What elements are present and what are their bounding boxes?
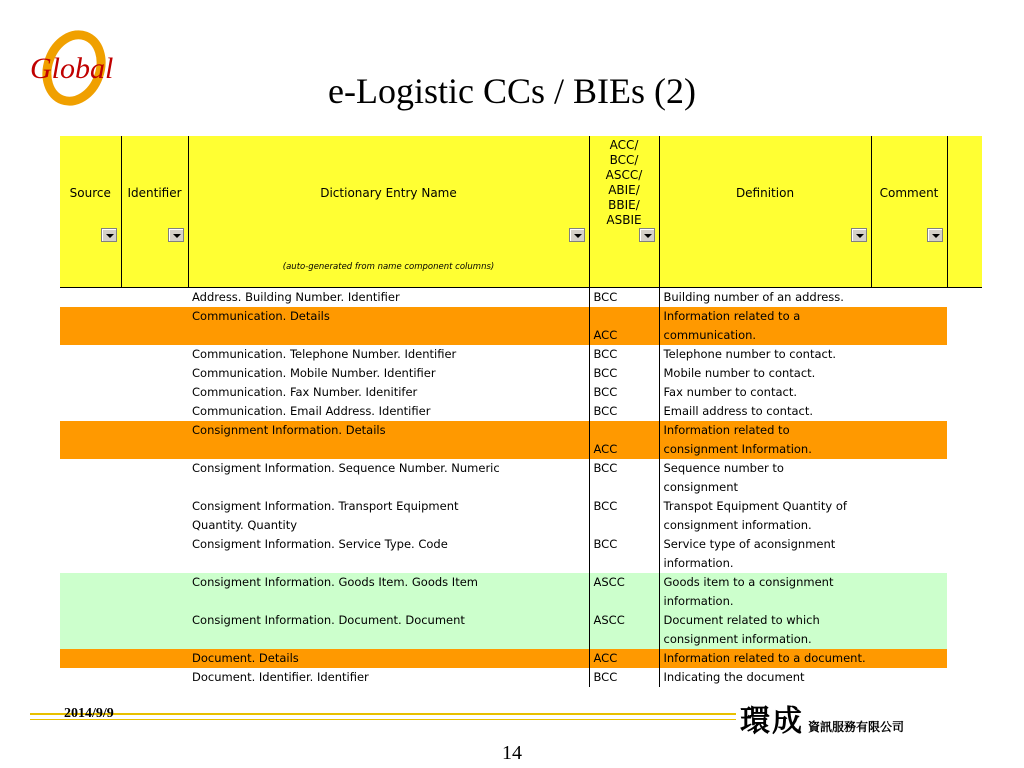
- cell-source[interactable]: [60, 364, 121, 383]
- type-text: ASCC: [593, 613, 625, 627]
- cell-source[interactable]: [60, 383, 121, 402]
- cell-definition[interactable]: [659, 668, 871, 687]
- cell-source[interactable]: [60, 649, 121, 668]
- cell-identifier[interactable]: [121, 497, 188, 535]
- table-row: [60, 611, 982, 649]
- cell-source[interactable]: [60, 459, 121, 497]
- den-text: Consigment Information. Goods Item. Goods Item: [192, 575, 478, 589]
- cell-type[interactable]: [589, 364, 659, 383]
- header-comment: Comment: [871, 136, 947, 288]
- filter-dropdown-den[interactable]: [569, 228, 585, 242]
- definition-text: Goods item to a consignment: [663, 575, 834, 589]
- cell-source[interactable]: [60, 421, 121, 459]
- cell-hatched: [947, 649, 982, 668]
- definition-text: Information related to a document.: [663, 651, 866, 665]
- cell-comment[interactable]: [871, 364, 947, 383]
- page-number: 14: [502, 742, 522, 764]
- cell-source[interactable]: [60, 402, 121, 421]
- definition-text: Information related to a: [663, 309, 801, 323]
- cell-identifier[interactable]: [121, 459, 188, 497]
- den-text-2: Quantity. Quantity: [192, 518, 298, 532]
- cell-hatched: [947, 535, 982, 573]
- cell-type[interactable]: [589, 459, 659, 497]
- den-text: Consigment Information. Document. Document: [192, 613, 465, 627]
- table-row: [60, 383, 982, 402]
- cell-type[interactable]: [589, 611, 659, 649]
- definition-text: Indicating the document: [663, 670, 805, 684]
- table-row: [60, 497, 982, 535]
- header-definition: Definition: [659, 136, 871, 288]
- filter-dropdown-identifier[interactable]: [168, 228, 184, 242]
- filter-dropdown-definition[interactable]: [851, 228, 867, 242]
- den-text: Consigment Information. Transport Equipment: [192, 499, 459, 513]
- definition-text-2: consignment Information.: [663, 442, 812, 456]
- cell-hatched: [947, 345, 982, 364]
- definition-text: Telephone number to contact.: [663, 347, 836, 361]
- spreadsheet: [60, 136, 982, 690]
- cell-identifier[interactable]: [121, 573, 188, 611]
- type-text: BCC: [593, 347, 618, 361]
- cell-hatched: [947, 307, 982, 345]
- cell-comment[interactable]: [871, 345, 947, 364]
- table-row: [60, 345, 982, 364]
- cell-type[interactable]: [589, 535, 659, 573]
- definition-text: Fax number to contact.: [663, 385, 797, 399]
- type-text: ASCC: [593, 575, 625, 589]
- type-text: BCC: [593, 499, 618, 513]
- cell-hatched: [947, 402, 982, 421]
- cell-den[interactable]: [188, 307, 589, 345]
- cell-den[interactable]: [188, 573, 589, 611]
- cell-source[interactable]: [60, 668, 121, 687]
- footer-date: 2014/9/9: [64, 706, 114, 721]
- cell-comment[interactable]: [871, 535, 947, 573]
- definition-text-2: consignment information.: [663, 518, 812, 532]
- cell-definition[interactable]: [659, 535, 871, 573]
- cell-definition[interactable]: [659, 421, 871, 459]
- den-text: Communication. Mobile Number. Identifier: [192, 366, 436, 380]
- table-row: [60, 364, 982, 383]
- cell-source[interactable]: [60, 307, 121, 345]
- definition-text: Sequence number to: [663, 461, 784, 475]
- definition-text: Document related to which: [663, 613, 820, 627]
- cell-comment[interactable]: [871, 649, 947, 668]
- header-type: ACC/ BCC/ ASCC/ ABIE/ BBIE/ ASBIE: [589, 136, 659, 288]
- cell-comment[interactable]: [871, 573, 947, 611]
- footer-rule-thin: [30, 719, 736, 720]
- definition-text: Information related to: [663, 423, 790, 437]
- definition-text: Mobile number to contact.: [663, 366, 816, 380]
- table-row: [60, 402, 982, 421]
- cell-identifier[interactable]: [121, 288, 188, 308]
- cell-type[interactable]: [589, 497, 659, 535]
- definition-text-2: communication.: [663, 328, 757, 342]
- den-text: Communication. Fax Number. Idenitifer: [192, 385, 418, 399]
- cell-definition[interactable]: [659, 288, 871, 308]
- cell-hatched: [947, 668, 982, 687]
- cell-comment[interactable]: [871, 459, 947, 497]
- header-source: Source: [60, 136, 121, 288]
- company-name-main: 環成: [740, 704, 804, 739]
- footer-rule: [30, 713, 736, 715]
- slide-title: e-Logistic CCs / BIEs (2): [328, 71, 696, 111]
- definition-text-2: consignment information.: [663, 632, 812, 646]
- cell-hatched: [947, 611, 982, 649]
- logo-text: Global: [30, 52, 114, 85]
- cell-den[interactable]: [188, 649, 589, 668]
- definition-text: Emaill address to contact.: [663, 404, 813, 418]
- cell-type[interactable]: [589, 402, 659, 421]
- cell-source[interactable]: [60, 573, 121, 611]
- cell-type[interactable]: [589, 288, 659, 308]
- cell-source[interactable]: [60, 288, 121, 308]
- cell-den[interactable]: [188, 611, 589, 649]
- cell-definition[interactable]: [659, 497, 871, 535]
- den-text: Communication. Details: [192, 309, 330, 323]
- cell-type[interactable]: [589, 649, 659, 668]
- definition-text-2: information.: [663, 594, 734, 608]
- definition-text: Building number of an address.: [663, 290, 844, 304]
- type-text: BCC: [593, 385, 618, 399]
- cell-hatched: [947, 421, 982, 459]
- den-text: Address. Building Number. Identifier: [192, 290, 400, 304]
- cell-den[interactable]: [188, 497, 589, 535]
- filter-dropdown-source[interactable]: [101, 228, 117, 242]
- cell-identifier[interactable]: [121, 383, 188, 402]
- cell-den[interactable]: [188, 402, 589, 421]
- cc-bie-table: [60, 136, 982, 687]
- cell-comment[interactable]: [871, 497, 947, 535]
- cell-definition[interactable]: [659, 402, 871, 421]
- type-text: BCC: [593, 461, 618, 475]
- cell-hatched: [947, 364, 982, 383]
- cell-identifier[interactable]: [121, 535, 188, 573]
- den-text: Communication. Telephone Number. Identifier: [192, 347, 457, 361]
- cell-comment[interactable]: [871, 307, 947, 345]
- cell-den[interactable]: [188, 364, 589, 383]
- den-text: Consigment Information. Sequence Number. Numeric: [192, 461, 500, 475]
- cell-source[interactable]: [60, 535, 121, 573]
- type-text: BCC: [593, 670, 618, 684]
- cell-comment[interactable]: [871, 383, 947, 402]
- cell-type[interactable]: [589, 668, 659, 687]
- cell-hatched: [947, 497, 982, 535]
- cell-definition[interactable]: [659, 364, 871, 383]
- definition-text: Service type of aconsignment: [663, 537, 836, 551]
- cell-definition[interactable]: [659, 459, 871, 497]
- cell-source[interactable]: [60, 345, 121, 364]
- cell-identifier[interactable]: [121, 364, 188, 383]
- header-identifier: Identifier: [121, 136, 188, 288]
- type-text: ACC: [593, 651, 618, 665]
- header-den: Dictionary Entry Name (auto-generated from name component columns): [188, 136, 589, 288]
- cell-definition[interactable]: [659, 307, 871, 345]
- table-row: [60, 573, 982, 611]
- filter-dropdown-comment[interactable]: [927, 228, 943, 242]
- type-text: BCC: [593, 404, 618, 418]
- table-row: [60, 459, 982, 497]
- cell-identifier[interactable]: [121, 402, 188, 421]
- header-blank: [947, 136, 982, 288]
- filter-dropdown-type[interactable]: [639, 228, 655, 242]
- cell-hatched: [947, 573, 982, 611]
- cell-hatched: [947, 459, 982, 497]
- cell-type[interactable]: [589, 307, 659, 345]
- cell-definition[interactable]: [659, 649, 871, 668]
- cell-identifier[interactable]: [121, 611, 188, 649]
- type-text: BCC: [593, 290, 618, 304]
- cell-hatched: [947, 383, 982, 402]
- cell-identifier[interactable]: [121, 421, 188, 459]
- cell-definition[interactable]: [659, 383, 871, 402]
- type-text: ACC: [593, 328, 618, 342]
- cell-identifier[interactable]: [121, 668, 188, 687]
- cell-den[interactable]: [188, 668, 589, 687]
- company-name: [740, 696, 904, 740]
- den-text: Consignment Information. Details: [192, 423, 386, 437]
- table-row: [60, 288, 982, 308]
- type-text: ACC: [593, 442, 618, 456]
- cell-comment[interactable]: [871, 402, 947, 421]
- cell-hatched: [947, 288, 982, 308]
- definition-text: Transpot Equipment Quantity of: [663, 499, 847, 513]
- cell-den[interactable]: [188, 345, 589, 364]
- table-row: [60, 421, 982, 459]
- header-row: [60, 136, 982, 288]
- cell-definition[interactable]: [659, 611, 871, 649]
- cell-definition[interactable]: [659, 573, 871, 611]
- cell-type[interactable]: [589, 383, 659, 402]
- cell-type[interactable]: [589, 421, 659, 459]
- cell-source[interactable]: [60, 611, 121, 649]
- cell-definition[interactable]: [659, 345, 871, 364]
- table-row: [60, 668, 982, 687]
- cell-identifier[interactable]: [121, 649, 188, 668]
- den-text: Document. Details: [192, 651, 299, 665]
- cell-type[interactable]: [589, 573, 659, 611]
- den-text: Communication. Email Address. Identifier: [192, 404, 431, 418]
- den-text: Consigment Information. Service Type. Code: [192, 537, 448, 551]
- cell-comment[interactable]: [871, 611, 947, 649]
- cell-den[interactable]: [188, 459, 589, 497]
- company-name-suffix: 資訊服務有限公司: [808, 720, 905, 734]
- cell-den[interactable]: [188, 421, 589, 459]
- cell-den[interactable]: [188, 383, 589, 402]
- type-text: BCC: [593, 366, 618, 380]
- type-text: BCC: [593, 537, 618, 551]
- cell-source[interactable]: [60, 497, 121, 535]
- definition-text-2: consignment: [663, 480, 738, 494]
- table-row: [60, 649, 982, 668]
- cell-comment[interactable]: [871, 668, 947, 687]
- cell-identifier[interactable]: [121, 307, 188, 345]
- cell-type[interactable]: [589, 345, 659, 364]
- table-row: [60, 535, 982, 573]
- table-row: [60, 307, 982, 345]
- den-text: Document. Identifier. Identifier: [192, 670, 369, 684]
- cell-den[interactable]: [188, 535, 589, 573]
- cell-identifier[interactable]: [121, 345, 188, 364]
- definition-text-2: information.: [663, 556, 734, 570]
- den-note: (auto-generated from name component columns): [282, 262, 495, 272]
- cell-comment[interactable]: [871, 421, 947, 459]
- cell-comment[interactable]: [871, 288, 947, 308]
- cell-den[interactable]: [188, 288, 589, 308]
